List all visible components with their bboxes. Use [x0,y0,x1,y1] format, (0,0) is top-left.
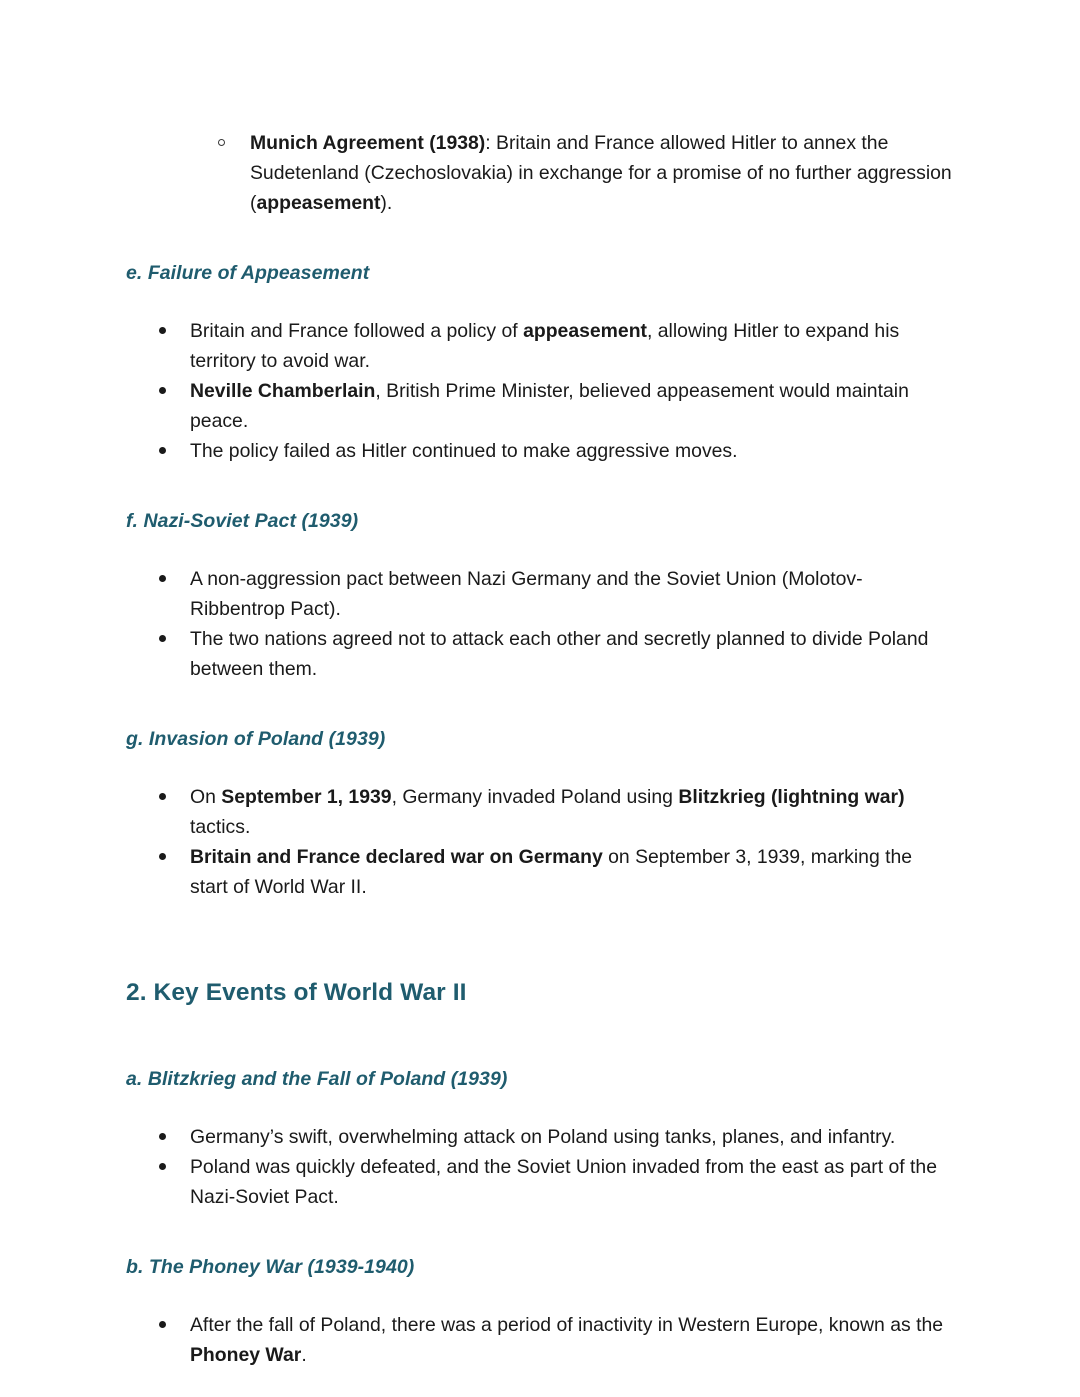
bullet-dot-icon [159,376,171,406]
list-item-text: The two nations agreed not to attack each other and secretly planned to divide Poland between them. [190,628,929,680]
vertical-spacer [0,466,1080,482]
vertical-spacer [0,684,1080,700]
list-item-text: On September 1, 1939, Germany invaded Poland using Blitzkrieg (lightning war) tactics. [190,786,905,838]
bullet-dot-icon [159,436,171,466]
list-item-text: Poland was quickly defeated, and the Soviet Union invaded from the east as part of the Nazi-Soviet Pact. [190,1156,938,1208]
vertical-spacer [0,1370,1080,1386]
bullet-dot-icon [159,624,171,654]
list-item [0,1122,1080,1152]
vertical-spacer [0,1212,1080,1228]
heading-blitzkrieg-fall-of-poland: a. Blitzkrieg and the Fall of Poland (1939) [126,1068,508,1090]
sublist-munich [0,128,1080,218]
list-item-text: Britain and France followed a policy of appeasement, allowing Hitler to expand his territory to avoid war. [190,320,900,372]
vertical-spacer [0,1040,1080,1066]
list-item [0,782,1080,842]
vertical-spacer [0,482,1080,508]
list-failure-of-appeasement [0,316,1080,466]
bullet-dot-icon [159,1310,171,1340]
list-item [0,624,1080,684]
bullet-dot-icon [159,1122,171,1152]
list-nazi-soviet-pact [0,564,1080,684]
list-item [0,128,1080,218]
bullet-dot-icon [159,1152,171,1182]
list-item [0,842,1080,902]
list-item [0,316,1080,376]
list-item [0,564,1080,624]
vertical-spacer [0,286,1080,316]
vertical-spacer [0,534,1080,564]
list-the-phoney-war [0,1310,1080,1370]
heading-invasion-of-poland: g. Invasion of Poland (1939) [126,728,386,750]
bullet-dot-icon [159,782,171,812]
list-item [0,1152,1080,1212]
list-item [0,1310,1080,1370]
heading-failure-of-appeasement: e. Failure of Appeasement [126,262,370,284]
list-item-text: The policy failed as Hitler continued to make aggressive moves. [190,440,738,462]
vertical-spacer [0,902,1080,918]
vertical-spacer [0,1280,1080,1310]
vertical-spacer [0,234,1080,260]
heading-the-phoney-war: b. The Phoney War (1939-1940) [126,1256,415,1278]
list-item-text: After the fall of Poland, there was a period of inactivity in Western Europe, known as the Phoney War. [190,1314,944,1366]
list-invasion-of-poland [0,782,1080,902]
list-item-text: A non-aggression pact between Nazi Germany and the Soviet Union (Molotov-Ribbentrop Pact). [190,568,863,620]
vertical-spacer [0,700,1080,726]
heading-key-events-of-world-war-ii: 2. Key Events of World War II [126,979,467,1006]
bullet-dot-icon [159,842,171,872]
list-item-text: Britain and France declared war on Germany on September 3, 1939, marking the start of World War II. [190,846,913,898]
list-item-text: Neville Chamberlain, British Prime Minister, believed appeasement would maintain peace. [190,380,909,432]
bullet-dot-icon [159,564,171,594]
vertical-spacer [0,752,1080,782]
list-item-text: Germany’s swift, overwhelming attack on Poland using tanks, planes, and infantry. [190,1126,896,1148]
bullet-dot-icon [159,316,171,346]
hollow-circle-bullet-icon [218,128,230,158]
vertical-spacer [0,0,1080,128]
heading-nazi-soviet-pact: f. Nazi-Soviet Pact (1939) [126,510,359,532]
vertical-spacer [0,218,1080,234]
vertical-spacer [0,1008,1080,1040]
list-blitzkrieg-fall-of-poland [0,1122,1080,1212]
list-item [0,376,1080,436]
vertical-spacer [0,1228,1080,1254]
vertical-spacer [0,1092,1080,1122]
vertical-spacer [0,918,1080,978]
list-item [0,436,1080,466]
list-item-text: Munich Agreement (1938): Britain and France allowed Hitler to annex the Sudetenland (Czechoslovakia) in exchange for a promise of no further aggression (appeasement). [250,132,952,214]
